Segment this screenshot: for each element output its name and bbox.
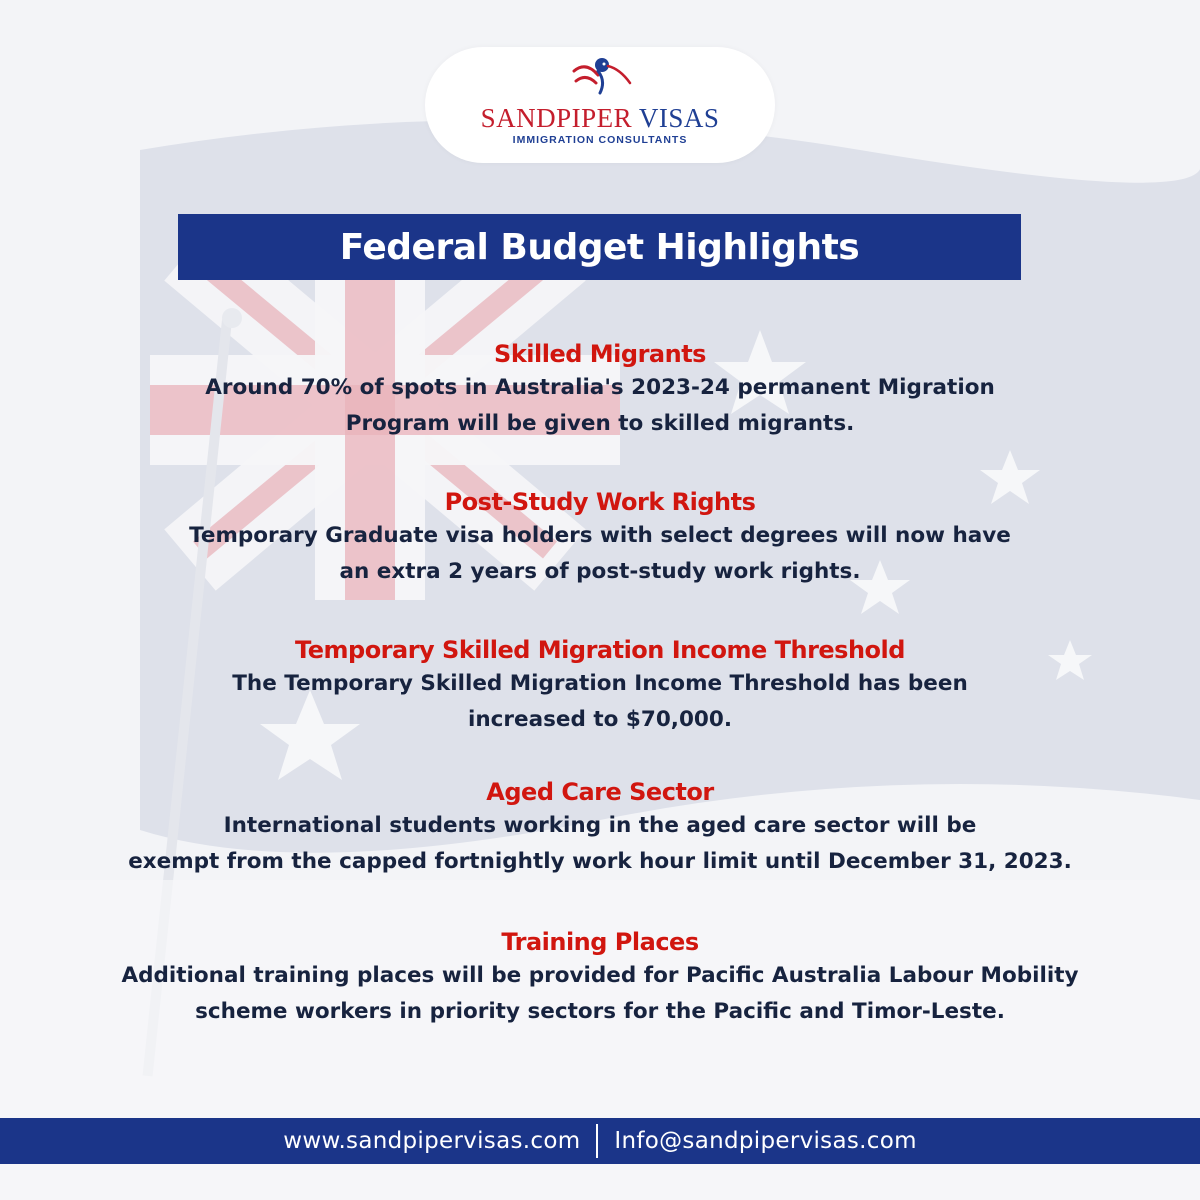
- logo-name-part1: SANDPIPER: [480, 103, 633, 133]
- section-text-line: Temporary Graduate visa holders with select degrees will now have: [189, 523, 1011, 548]
- section-post-study-work-rights: [40, 486, 1160, 590]
- sandpiper-bird-icon: [570, 53, 632, 95]
- logo-wordmark: [425, 103, 775, 134]
- section-text-line: International students working in the aged care sector will be: [223, 813, 977, 838]
- website-link[interactable]: www.sandpipervisas.com: [283, 1128, 581, 1154]
- page-title: Federal Budget Highlights: [339, 226, 860, 268]
- section-heading: Training Places: [501, 928, 699, 956]
- section-aged-care: [40, 776, 1160, 880]
- section-text-line: Program will be given to skilled migrants.: [345, 411, 855, 436]
- logo-name-part2: VISAS: [638, 103, 720, 133]
- section-heading: Temporary Skilled Migration Income Threshold: [295, 636, 905, 664]
- title-banner: [178, 214, 1021, 280]
- section-income-threshold: [40, 634, 1160, 738]
- section-training-places: [40, 926, 1160, 1030]
- logo-tagline: IMMIGRATION CONSULTANTS: [512, 134, 688, 146]
- section-text-line: The Temporary Skilled Migration Income Threshold has been: [232, 671, 968, 696]
- section-text-line: scheme workers in priority sectors for the Pacific and Timor-Leste.: [195, 999, 1005, 1024]
- logo: [425, 47, 775, 163]
- section-text-line: exempt from the capped fortnightly work hour limit until December 31, 2023.: [128, 849, 1072, 874]
- section-heading: Post-Study Work Rights: [444, 488, 756, 516]
- section-text-line: Around 70% of spots in Australia's 2023-24 permanent Migration: [205, 375, 995, 400]
- section-text-line: Additional training places will be provided for Pacific Australia Labour Mobility: [121, 963, 1079, 988]
- section-heading: Aged Care Sector: [486, 778, 714, 806]
- email-link[interactable]: Info@sandpipervisas.com: [614, 1128, 917, 1154]
- section-text-line: an extra 2 years of post-study work rights.: [339, 559, 861, 584]
- section-heading: Skilled Migrants: [494, 340, 706, 368]
- section-skilled-migrants: [40, 338, 1160, 442]
- footer-bar: [0, 1118, 1200, 1164]
- section-text-line: increased to $70,000.: [468, 707, 732, 732]
